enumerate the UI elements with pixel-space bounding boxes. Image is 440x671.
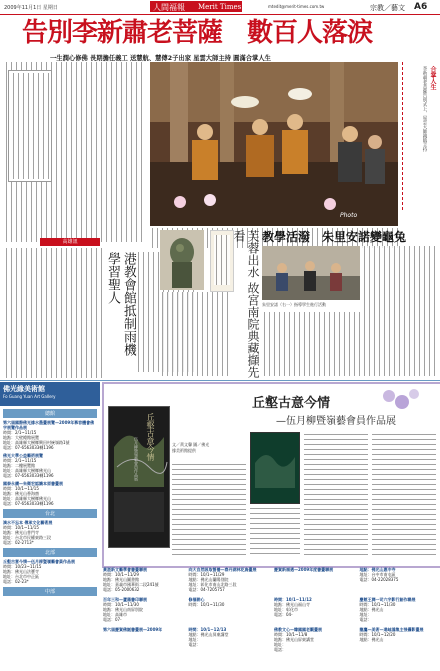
page-number: A6	[414, 2, 428, 12]
event-title: 龍鷹—美術—遠岫鴻集主張攝影畫展	[359, 627, 424, 632]
feature-text-1	[172, 462, 246, 558]
event-title: 修福耕心	[188, 597, 205, 602]
listing-time: 時間：2/1~11/15	[3, 458, 37, 463]
event-title: 慶賀新福邁—2009年度書畫聯展	[274, 567, 334, 572]
right-aside	[402, 62, 439, 210]
listing-addr: 地址：高雄縣大樹鄉佛光山	[3, 468, 51, 473]
listing-tel: 電話：02-23*	[3, 579, 29, 584]
photo-illustration	[150, 62, 398, 226]
headline-subtitle: 一生潤心修佛 長期擔任義工 送慧航、慧傳2子出家 星雲大師主持 圓滿合掌人生	[50, 55, 271, 62]
event-time: 時間：10/1~11/29	[188, 572, 225, 577]
listing-tel: 電話：07-6563033轉1196	[3, 445, 54, 450]
calligraphy-lines	[214, 235, 230, 285]
feature-subtitle: —伍月柳暨嶺藝會員作品展	[276, 416, 396, 427]
aside-title: 合掌人生	[429, 66, 436, 90]
aside-caption: 李新肅老菩薩告別式上，星雲大師親臨主持	[422, 66, 427, 152]
sidebar-listing-item	[3, 420, 97, 450]
event-addr: 地址：高雄市	[103, 612, 127, 617]
event-tel: 電話：	[274, 647, 286, 652]
header-rule	[0, 14, 440, 15]
listing-place: 地點：大壁總館展覽	[3, 435, 39, 440]
gallery-logo	[0, 382, 100, 406]
event-listing	[360, 627, 440, 652]
right-headline: 教學活潑 朱里安諾變龜兔	[262, 230, 407, 244]
event-time: 時間：10/1~12/20	[359, 632, 396, 637]
listing-addr: 地址：高雄縣大樹鄉佛光山	[3, 496, 51, 501]
feature-painting	[108, 406, 170, 548]
event-title: 佛教文心—韓國國老觀畫展	[274, 627, 322, 632]
listing-place: 地點：二樓展覽館	[3, 463, 35, 468]
painting-illustration	[109, 407, 169, 547]
gallery-logo-text: 佛光緣美術館	[3, 385, 45, 393]
classroom-photo	[262, 246, 360, 300]
sculpture-illustration	[160, 230, 204, 290]
event-place: 地點：佛光山南屏別院	[103, 607, 143, 612]
listing-title: 佛光大學公益藝術展覽	[3, 453, 43, 458]
event-place: 地點：佛光山	[359, 607, 384, 612]
feature-text-3	[304, 432, 368, 558]
listings-area	[102, 566, 440, 671]
sidebar-section-header: 總館	[3, 409, 97, 418]
event-place: 地址：	[188, 637, 201, 642]
event-place: 電話：04-22028375	[359, 577, 399, 582]
event-title: 第六屆慶賀佛誕書畫展—2009年	[103, 627, 163, 632]
event-listing	[360, 597, 440, 622]
event-title: 時間：10/1~11/12	[274, 597, 312, 602]
classroom-illustration	[262, 246, 360, 300]
event-tel: 電話：04-7205757	[188, 587, 225, 592]
listing-addr: 地址：台北市中正區	[3, 574, 39, 579]
event-addr: 地址：	[359, 612, 372, 617]
book-subtitle: 伍月柳暨嶺藝會員作品展	[134, 437, 139, 481]
small-label: 高雄訊	[40, 238, 100, 246]
event-listing	[189, 567, 269, 592]
inset-box	[8, 70, 52, 182]
listing-title: 國泰永續—朱衛宏認識本原書畫展	[3, 481, 63, 486]
event-title: 慶館王潤一司六字影行創作聯展	[359, 597, 416, 602]
event-title: 百年三和—蘆蕩書印聯展	[103, 597, 147, 602]
logo-en: Merit Times	[198, 3, 242, 11]
event-title: 地點：佛光山惠中寺	[359, 567, 396, 572]
event-title: 向大自然吸取營養—春丹湖林花鳥畫展	[188, 567, 257, 572]
event-time: 地點：佛光山屏東講堂	[188, 632, 229, 637]
listing-time: 時間：10/1~11/15	[3, 525, 39, 530]
feature-text-4	[372, 432, 436, 558]
photo-credit: Photo	[340, 212, 358, 219]
calligraphy-photo	[210, 230, 234, 292]
gallery-logo-sub: Fo Guang Yuan Art Gallery	[3, 394, 56, 399]
event-time: 地址：台中市南屯區	[359, 572, 396, 577]
issue-date: 2009年11月1日 星期日	[4, 5, 58, 11]
listing-addr: 地址：台北市民權東路三段	[3, 535, 51, 540]
event-time: 時間：10/1~11/30	[103, 602, 139, 607]
event-place: 地點：佛光山蘭陽別院	[188, 577, 229, 582]
gallery-sidebar	[0, 382, 100, 671]
listing-time: 時間：10/1~11/15	[3, 486, 39, 491]
feature-text-2	[250, 506, 300, 558]
feature-title: 丘壑古意今情	[252, 396, 331, 411]
event-time: 時間：10/1~11/30	[188, 602, 225, 607]
event-listing	[360, 567, 440, 592]
event-listing	[103, 567, 183, 592]
main-photo	[150, 62, 398, 226]
listing-place: 地點：佛光山普門寺	[3, 530, 39, 535]
article-body-left-2	[4, 248, 102, 378]
listing-grid	[102, 566, 440, 656]
event-tel: 電話：	[359, 617, 372, 622]
sidebar-listing-item	[3, 481, 97, 506]
event-tel: 電話：07-	[103, 617, 122, 622]
event-title: 時間：10/1~12/13	[188, 627, 227, 632]
sidebar-section-header: 北部	[3, 548, 97, 557]
event-listing	[274, 627, 354, 652]
event-tel: 電話：05-2000632	[103, 587, 140, 592]
event-addr: 地址：彰化市南山北路三段	[188, 582, 237, 587]
sidebar-listing-item	[3, 453, 97, 478]
event-place: 地址：彰化市	[274, 607, 298, 612]
gallery-listing	[0, 406, 100, 599]
logo-text: 人間福報	[153, 3, 185, 12]
listing-tel: 電話：02-2713*	[3, 540, 34, 545]
section-divider	[0, 380, 440, 381]
mid-headline-2: 芙蓉出水 故宮南院典藏擷先看	[232, 230, 260, 378]
listing-tel: 電話：07-6563033轉1196	[3, 501, 54, 506]
event-place: 地點：佛光山屏東講堂	[274, 637, 314, 642]
event-listing	[189, 627, 269, 652]
sidebar-listing-item	[3, 520, 97, 545]
headline-title: 告別李新肅老菩薩 數百人落淚	[22, 18, 373, 48]
masthead	[0, 0, 440, 14]
flower-decoration	[374, 384, 424, 424]
event-time: 時間：10/1~11/30	[359, 602, 396, 607]
event-addr: 電話：04-	[274, 612, 293, 617]
sidebar-section-header: 台北	[3, 509, 97, 518]
listing-addr: 地址：高雄縣大樹鄉興田村統嶺路1號	[3, 440, 70, 445]
event-addr: 電話：	[188, 642, 201, 647]
mid-article-2	[160, 292, 230, 376]
section-name: 宗教／藝文	[370, 4, 405, 12]
listing-place: 地點：佛光山法寶寺	[3, 569, 39, 574]
right-photo-caption: 朱里安諾（右一）指導學生進行活動	[262, 302, 326, 307]
event-addr: 地址：	[274, 642, 286, 647]
event-time: 地點：佛光山福山寺	[274, 602, 310, 607]
event-time: 時間：10/1~11/8	[274, 632, 308, 637]
right-article-2	[262, 312, 360, 376]
event-place: 地點：佛光山	[359, 637, 384, 642]
inset-text	[11, 73, 49, 179]
right-article	[362, 246, 438, 376]
event-place: 地點：佛光山圖書館	[103, 577, 139, 582]
listing-title: 滴水不忘本 傳承文化藝術展	[3, 520, 53, 525]
event-listing	[189, 597, 269, 622]
event-title: 黃湛新文藝學會書畫聯展	[103, 567, 147, 572]
sidebar-listing-item	[3, 559, 97, 584]
feature-byline: 文／黃文馨 圖／佛光緣美術館提供	[172, 442, 210, 453]
feature-area	[102, 382, 440, 568]
event-addr: 地址：嘉義市國華街二段241號	[103, 582, 159, 587]
sidebar-section-header: 中部	[3, 587, 97, 596]
listing-time: 時間：2/1~11/15	[3, 430, 37, 435]
event-listing	[103, 627, 183, 652]
event-time: 時間：10/1~11/29	[103, 572, 139, 577]
listing-title: 丘壑古意今情—伍月柳暨嶺藝會員作品展	[3, 559, 75, 564]
event-listing	[274, 597, 354, 622]
sculpture-photo	[160, 230, 204, 290]
book-title: 丘壑古意今情	[146, 413, 155, 461]
paper-logo	[150, 1, 242, 12]
listing-tel: 電話：07-6563033轉1196	[3, 473, 54, 478]
listing-title: 第六屆國際佛光緣水墨畫展覽—2009年慕容體會佛字展覽作品展	[3, 420, 95, 430]
book-cover-illustration	[251, 433, 299, 503]
event-listing	[274, 567, 354, 592]
event-listing	[103, 597, 183, 622]
listing-time: 時間：10/23~11/15	[3, 564, 42, 569]
editor-email: mtedit@merit-times.com.tw	[268, 4, 325, 9]
feature-book-photo	[250, 432, 300, 504]
mid-headline-1: 港教會館抵制雨機 學習聖人	[105, 252, 136, 356]
listing-place: 地點：佛光山香海齋	[3, 491, 39, 496]
